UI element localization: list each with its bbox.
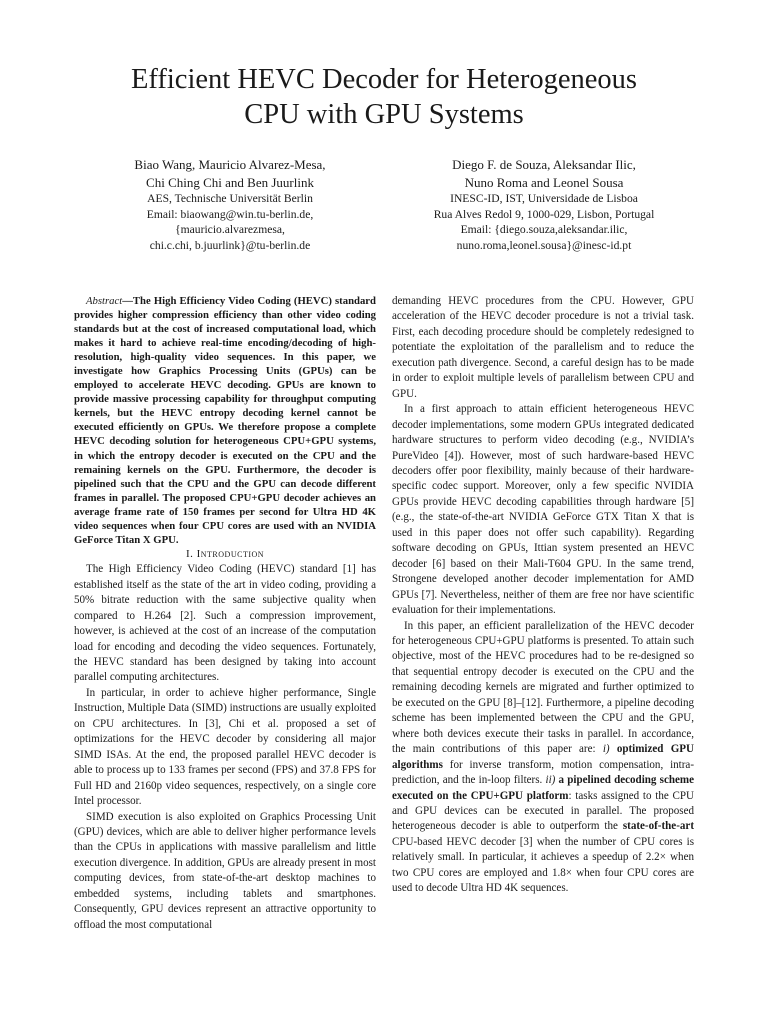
author-names-line-1: Biao Wang, Mauricio Alvarez-Mesa,: [134, 157, 326, 172]
author-email-line-2: nuno.roma,leonel.sousa}@inesc-id.pt: [456, 238, 632, 252]
intro-paragraph-3-continued: demanding HEVC procedures from the CPU. However, GPU acceleration of the HEVC decoder procedure is not a trivial task. First, each decoding procedure should be completely redesigned to potentiate the exploitation of the parallelism and to reduce the execution path divergence. Second, a careful design has to be made in order to exploit multiple levels of parallelism between CPU and GPU.: [392, 295, 694, 400]
intro-paragraph-3: SIMD execution is also exploited on Graphics Processing Unit (GPU) devices, which are able to deliver higher performance levels than the CPUs in applications with massive parallelism and little execution divergence. In addition, GPUs are already present in most computing devices, from state-of-the-art desktop machines to embedded systems, including tablets and smartphones. Consequently, GPU devices represent an attractive opportunity to offload the most computational: [74, 810, 376, 931]
author-email-line-2: {mauricio.alvarezmesa,: [175, 223, 285, 237]
contribution-bold-1: optimized GPU algorithms: [392, 743, 695, 771]
author-email-line-1: Email: biaowang@win.tu-berlin.de,: [146, 207, 314, 221]
author-block-right: [384, 156, 704, 253]
contribution-bold-2: a pipelined decoding scheme executed on the CPU+GPU platform: [392, 774, 695, 802]
text-run: In this paper, an efficient parallelization of the HEVC decoder for heterogeneous CPU+GPU platforms is presented. To attain such objective, most of the HEVC procedures had to be re-designed so that sequential entropy decoder is executed on the CPU and the remaining decoding kernels are migrated and further optimized to be executed on the GPU [8]–[12]. Furthermore, a pipeline decoding scheme has been implemented between the CPU and the GPU, where both devices execute their tasks in parallel. In accordance, the main contributions of this paper are:: [392, 619, 694, 756]
title-line-1: Efficient HEVC Decoder for Heterogeneous: [131, 64, 637, 95]
right-column: [392, 294, 694, 897]
author-affiliation: AES, Technische Universität Berlin: [147, 192, 313, 205]
abstract-text: —The High Efficiency Video Coding (HEVC) standard provides higher compression efficiency than other video coding standards but at the cost of increased computational load, which makes it hard to achieve real-time encoding/decoding of high-resolution, high-quality video sequences. In this paper, we investigate how Graphics Processing Units (GPUs) can be employed to accelerate HEVC decoding. GPUs are known to provide massive processing capability for throughput computing kernels, but the HEVC entropy decoding kernel cannot be executed efficiently on GPUs. We therefore propose a complete HEVC decoding solution for heterogeneous CPU+GPU systems, in which the entropy decoder is executed on the CPU and the remaining kernels on the GPU. Furthermore, the decoder is pipelined such that the CPU and the GPU can decode different frames in parallel. The proposed CPU+GPU decoder achieves an average frame rate of 150 frames per second for Ultra HD 4K video sequences when four CPU cores are used with an NVIDIA GeForce Titan X GPU.: [74, 295, 376, 546]
section-title: Introduction: [196, 547, 265, 560]
contribution-marker-i: i): [602, 743, 610, 756]
author-email-line-3: chi.c.chi, b.juurlink}@tu-berlin.de: [149, 238, 311, 252]
text-run: for inverse transform, motion compensation, intra-prediction, and the in-loop filters.: [392, 758, 694, 787]
author-block-left: [70, 156, 390, 253]
contribution-bold-3: state-of-the-art: [622, 820, 694, 833]
text-run: CPU-based HEVC decoder [3] when the number of CPU cores is relatively small. In particular, it achieves a speedup of 2.2× when two CPU cores are employed and 1.8× when four CPU cores are used to decode Ultra HD 4K sequences.: [392, 835, 694, 895]
author-names-line-2: Nuno Roma and Leonel Sousa: [464, 174, 624, 190]
author-names-line-1: Diego F. de Souza, Aleksandar Ilic,: [452, 157, 636, 172]
section-number: I.: [185, 547, 197, 560]
contribution-marker-ii: ii): [545, 774, 556, 787]
left-column: [74, 294, 376, 933]
intro-paragraph-2: In particular, in order to achieve higher performance, Single Instruction, Multiple Data (SIMD) instructions are usually exploited on CPU architectures. In [3], Chi et al. proposed a set of optimizations for the HEVC decoder by considering all major SIMD ISAs. At the end, the proposed parallel HEVC decoder is able to process up to 133 frames per second (FPS) and 37.8 FPS for Full HD and 2160p video sequences, respectively, on a single core Intel processor.: [74, 686, 376, 808]
author-names-line-2: Chi Ching Chi and Ben Juurlink: [146, 174, 314, 190]
author-address: Rua Alves Redol 9, 1000-029, Lisbon, Portugal: [433, 207, 655, 221]
intro-paragraph-5: [392, 619, 694, 897]
section-heading-introduction: [74, 547, 376, 562]
abstract-label: Abstract: [86, 295, 123, 307]
abstract: [74, 294, 376, 547]
text-run: : tasks assigned to the CPU and GPU devices can be executed in parallel. The proposed heterogeneous decoder is able to outperform the: [392, 789, 694, 833]
intro-paragraph-1: The High Efficiency Video Coding (HEVC) standard [1] has established itself as the state of the art in video coding, providing a 50% bitrate reduction with the same subjective quality when compared to H.264 [2]. Such a compression improvement, however, is achieved at the cost of an increase of the computation load for encoding and decoding the video sequences. Fortunately, the HEVC standard has been designed by taking into account parallel computing architectures.: [74, 563, 376, 684]
author-email-line-1: Email: {diego.souza,aleksandar.ilic,: [460, 223, 628, 237]
paper-title: [60, 62, 708, 132]
author-affiliation: INESC-ID, IST, Universidade de Lisboa: [450, 192, 638, 205]
title-line-2: CPU with GPU Systems: [244, 99, 524, 130]
intro-paragraph-4: In a first approach to attain efficient heterogeneous HEVC decoder implementations, some modern GPUs integrated dedicated hardware structures to perform video decoding (e.g., NVIDIA’s PureVideo [4]). However, most of such hardware-based HEVC decoders offer poor flexibility, mainly because of their hardware-specific codec support. Moreover, only a few specific NVIDIA GPUs provide HEVC decoding capabilities through hardware [5] (e.g., the state-of-the-art NVIDIA GeForce GTX Titan X that is used in this paper does not offer such capability). Regarding software decoding on GPUs, Ittian system presented an HEVC decoder [6] based on their Mali-T604 GPU. In the same trend, Strongene developed another decoder implementation for AMD GPUs [7]. Nevertheless, neither of them are free nor have scientific evaluation for their implementations.: [392, 403, 694, 617]
